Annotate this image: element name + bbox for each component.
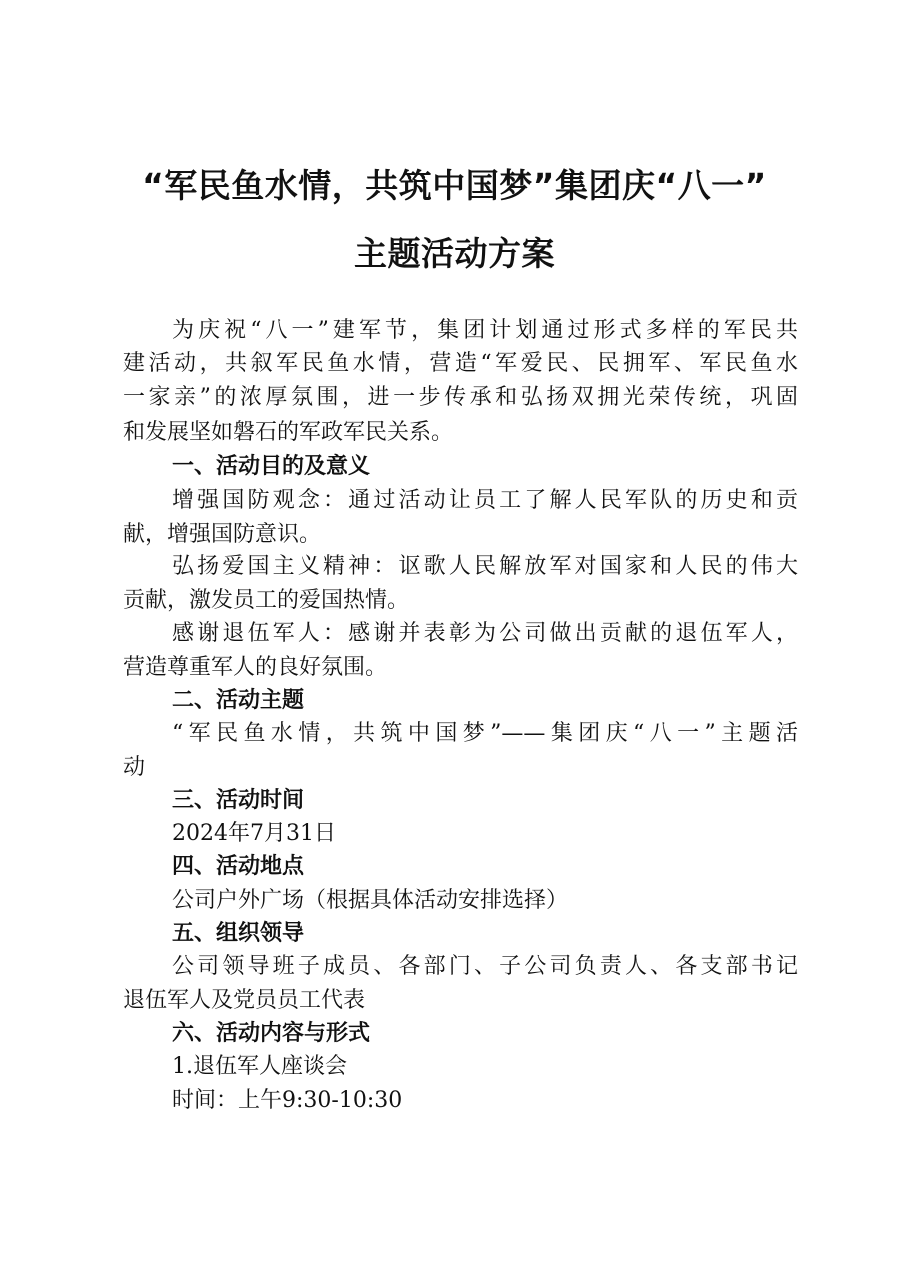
purpose-paragraph-line: 感谢退伍军人：感谢并表彰为公司做出贡献的退伍军人， bbox=[172, 621, 798, 646]
section-heading-leadership: 五、组织领导 bbox=[172, 921, 305, 946]
document-title-line-1: “军民鱼水情，共筑中国梦”集团庆“八一” bbox=[142, 166, 767, 205]
purpose-paragraph-line: 增强国防观念：通过活动让员工了解人民军队的历史和贡 bbox=[172, 488, 798, 513]
content-item-1: 1.退伍军人座谈会 bbox=[172, 1054, 347, 1079]
section-heading-time: 三、活动时间 bbox=[172, 788, 305, 813]
activity-date: 2024年7月31日 bbox=[172, 821, 336, 846]
section-heading-location: 四、活动地点 bbox=[172, 854, 305, 879]
purpose-paragraph-line: 营造尊重军人的良好氛围。 bbox=[123, 655, 388, 680]
section-heading-content: 六、活动内容与形式 bbox=[172, 1021, 371, 1046]
intro-paragraph-line: 一家亲”的浓厚氛围，进一步传承和弘扬双拥光荣传统，巩固 bbox=[123, 385, 798, 410]
leadership-paragraph-line: 退伍军人及党员员工代表 bbox=[123, 988, 366, 1013]
section-heading-theme: 二、活动主题 bbox=[172, 688, 305, 713]
theme-paragraph-line: 动 bbox=[123, 755, 146, 780]
purpose-paragraph-line: 弘扬爱国主义精神：讴歌人民解放军对国家和人民的伟大 bbox=[172, 554, 798, 579]
section-heading-purpose: 一、活动目的及意义 bbox=[172, 454, 371, 479]
activity-location: 公司户外广场（根据具体活动安排选择） bbox=[172, 888, 569, 913]
intro-paragraph-line: 和发展坚如磐石的军政军民关系。 bbox=[123, 420, 454, 445]
leadership-paragraph-line: 公司领导班子成员、各部门、子公司负责人、各支部书记 bbox=[172, 954, 798, 979]
document-title-line-2: 主题活动方案 bbox=[354, 234, 555, 273]
intro-paragraph-line: 为庆祝“八一”建军节，集团计划通过形式多样的军民共 bbox=[172, 318, 798, 343]
purpose-paragraph-line: 贡献，激发员工的爱国热情。 bbox=[123, 588, 410, 613]
intro-paragraph-line: 建活动，共叙军民鱼水情，营造“军爱民、民拥军、军民鱼水 bbox=[123, 351, 798, 376]
theme-paragraph-line: “军民鱼水情，共筑中国梦”——集团庆“八一”主题活 bbox=[172, 721, 798, 746]
purpose-paragraph-line: 献，增强国防意识。 bbox=[123, 522, 322, 547]
content-item-1-time: 时间：上午9:30-10:30 bbox=[172, 1088, 403, 1113]
